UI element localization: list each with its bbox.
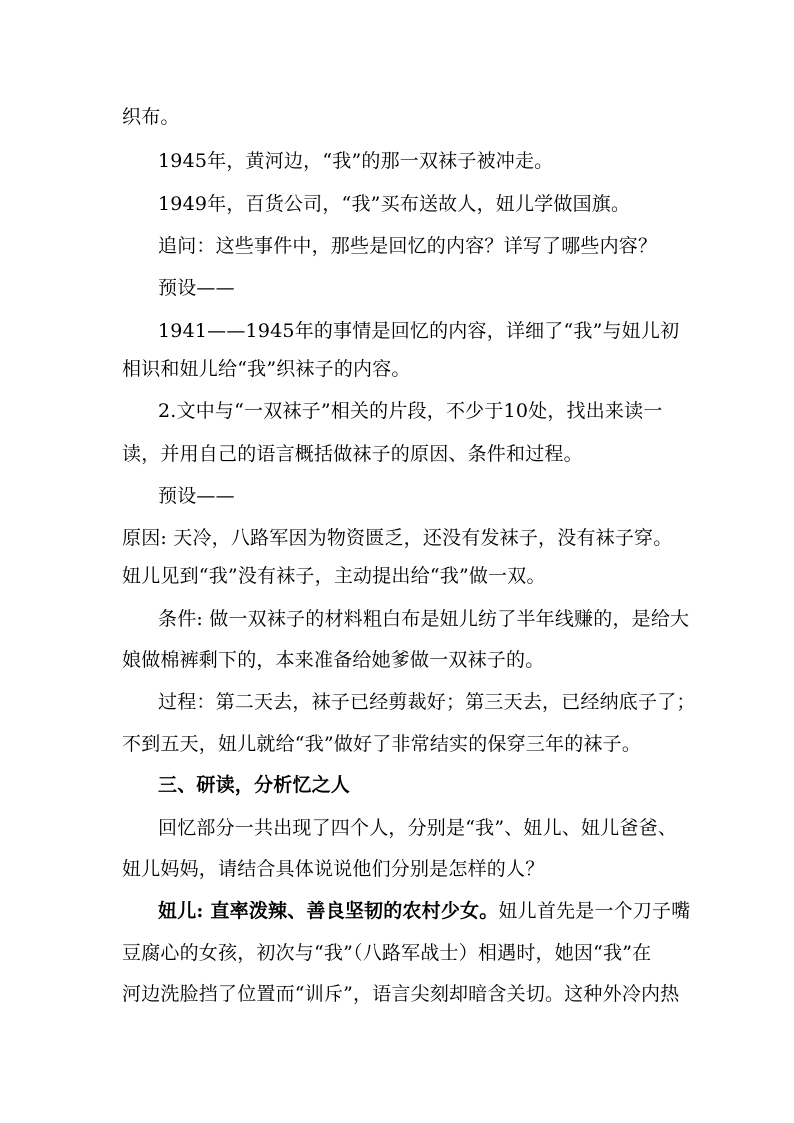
character-description: 妞儿首先是一个刀子嘴 [498, 900, 691, 922]
paragraph-line: 预设—— [158, 277, 235, 299]
paragraph-line: 豆腐心的女孩，初次与“我”（八路军战士）相遇时，她因“我”在 [122, 942, 652, 964]
character-summary: 妞儿: 直率泼辣、善良坚韧的农村少女。 [158, 900, 499, 922]
paragraph-line: 追问：这些事件中，那些是回忆的内容？详写了哪些内容？ [158, 235, 658, 257]
paragraph-line: 妞儿妈妈，请结合具体说说他们分别是怎样的人？ [122, 858, 545, 880]
paragraph-line [158, 898, 690, 924]
paragraph-line: 妞儿见到“我”没有袜子，主动提出给“我”做一双。 [122, 565, 546, 587]
paragraph-line: 原因: 天冷，八路军因为物资匮乏，还没有发袜子，没有袜子穿。 [122, 527, 673, 549]
paragraph-line: 条件: 做一双袜子的材料粗白布是妞儿纺了半年线赚的，是给大 [158, 608, 690, 630]
paragraph-line: 相识和妞儿给“我”织袜子的内容。 [122, 358, 411, 380]
paragraph-line: 1945年，黄河边，“我”的那一双袜子被冲走。 [158, 150, 554, 172]
paragraph-line: 过程：第二天去，袜子已经剪裁好；第三天去，已经纳底子了； [158, 691, 696, 713]
paragraph-line: 1941——1945年的事情是回忆的内容，详细了“我”与妞儿初 [158, 320, 680, 342]
paragraph-line: 2.文中与“一双袜子”相关的片段，不少于10处，找出来读一 [158, 400, 663, 422]
paragraph-line: 织布。 [122, 106, 180, 128]
paragraph-line: 预设—— [158, 485, 235, 507]
paragraph-line: 河边洗脸挡了位置而“训斥”，语言尖刻却暗含关切。这种外冷内热 [122, 983, 680, 1005]
paragraph-line: 读，并用自己的语言概括做袜子的原因、条件和过程。 [122, 443, 583, 465]
paragraph-line: 不到五天，妞儿就给“我”做好了非常结实的保穿三年的袜子。 [122, 733, 642, 755]
paragraph-line: 1949年，百货公司，“我”买布送故人，妞儿学做国旗。 [158, 193, 631, 215]
paragraph-line: 回忆部分一共出现了四个人，分别是“我”、妞儿、妞儿爸爸、 [158, 817, 678, 839]
paragraph-line: 娘做棉裤剩下的，本来准备给她爹做一双袜子的。 [122, 649, 545, 671]
section-heading: 三、研读，分析忆之人 [158, 774, 351, 796]
